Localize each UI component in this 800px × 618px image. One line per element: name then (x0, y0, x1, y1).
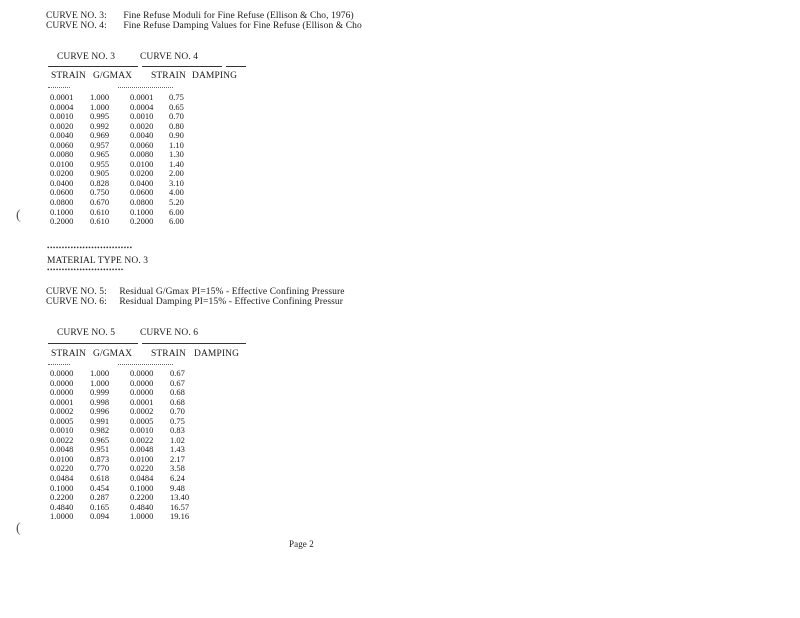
curve6-label: CURVE NO. 6: (46, 297, 107, 307)
table1-strain-col: 0.0001 0.0004 0.0010 0.0020 0.0040 0.0060 0.0080 0.0100 0.0200 0.0400 0.0600 0.0800 0.1000 0.2000 (50, 92, 74, 227)
table1-header-strain: STRAIN (51, 71, 86, 81)
table2-underline-1 (48, 364, 70, 365)
table1-ggmax-col: 1.000 1.000 0.995 0.992 0.969 0.957 0.965 0.955 0.905 0.828 0.750 0.670 0.610 0.610 (90, 92, 110, 227)
table1-header-strain2: STRAIN (151, 71, 186, 81)
table2-ggmax-col: 1.000 1.000 0.999 0.998 0.996 0.991 0.982 0.965 0.951 0.873 0.770 0.618 0.454 0.287 0.165 0.094 (90, 368, 110, 522)
table2-strain-right-col: 0.0000 0.0000 0.0000 0.0001 0.0002 0.0005 0.0010 0.0022 0.0048 0.0100 0.0220 0.0484 0.1000 0.2200 0.4840 1.0000 (130, 368, 154, 522)
table1-damping-col: 0.75 0.65 0.70 0.80 0.90 1.10 1.30 1.40 2.00 3.10 4.00 5.20 6.00 6.00 (169, 92, 184, 227)
binding-mark-upper: ( (16, 208, 21, 223)
curve5-description-line (46, 287, 345, 297)
table2-header-damping: DAMPING (194, 349, 240, 359)
table1-header-ggmax: G/GMAX (93, 71, 133, 81)
table1-rule-mid (142, 66, 222, 67)
curve3-label: CURVE NO. 3: (46, 11, 107, 21)
material-deco-bottom: •••••••••••••••••••••••••• (47, 266, 124, 274)
table1-underline-2 (118, 87, 173, 88)
table2-rule-left (48, 343, 138, 344)
material-title: MATERIAL TYPE NO. 3 (47, 256, 149, 266)
table2-underline-2 (118, 364, 173, 365)
curve6-description-line (46, 297, 343, 307)
curve4-desc: Fine Refuse Damping Values for Fine Refuse (Ellison & Cho (123, 21, 362, 31)
table1-underline-1 (48, 87, 70, 88)
table2-strain-col: 0.0000 0.0000 0.0000 0.0001 0.0002 0.0005 0.0010 0.0022 0.0048 0.0100 0.0220 0.0484 0.1000 0.2200 0.4840 1.0000 (50, 368, 74, 522)
curve3-desc: Fine Refuse Moduli for Fine Refuse (Ellison & Cho, 1976) (123, 11, 354, 21)
curve4-description-line (46, 21, 362, 31)
table2-header-ggmax: G/GMAX (93, 349, 133, 359)
material-deco-top: ••••••••••••••••••••••••••••• (47, 244, 133, 252)
page-number: Page 2 (289, 539, 314, 549)
table2-damping-col: 0.67 0.67 0.68 0.68 0.70 0.75 0.83 1.02 1.43 2.17 3.58 6.24 9.48 13.40 16.57 19.16 (170, 368, 190, 522)
table1-header-damping: DAMPING (192, 71, 238, 81)
table1-curve-left: CURVE NO. 3 (57, 52, 116, 62)
table2-header-strain2: STRAIN (151, 349, 186, 359)
table2-header-strain: STRAIN (51, 349, 86, 359)
table2-curve-right: CURVE NO. 6 (140, 328, 199, 338)
table1-rule-right (226, 66, 246, 67)
table2-rule-right (142, 343, 246, 344)
curve4-label: CURVE NO. 4: (46, 21, 107, 31)
curve6-desc: Residual Damping PI=15% - Effective Confining Pressur (119, 297, 344, 307)
table1-strain-right-col: 0.0001 0.0004 0.0010 0.0020 0.0040 0.0060 0.0080 0.0100 0.0200 0.0400 0.0600 0.0800 0.1000 0.2000 (130, 92, 154, 227)
curve3-description-line (46, 11, 354, 21)
curve5-label: CURVE NO. 5: (46, 287, 107, 297)
table1-rule-left (48, 66, 138, 67)
binding-mark-lower: ( (16, 521, 21, 536)
table2-curve-left: CURVE NO. 5 (57, 328, 116, 338)
curve5-desc: Residual G/Gmax PI=15% - Effective Confining Pressure (119, 287, 345, 297)
table1-curve-right: CURVE NO. 4 (140, 52, 199, 62)
